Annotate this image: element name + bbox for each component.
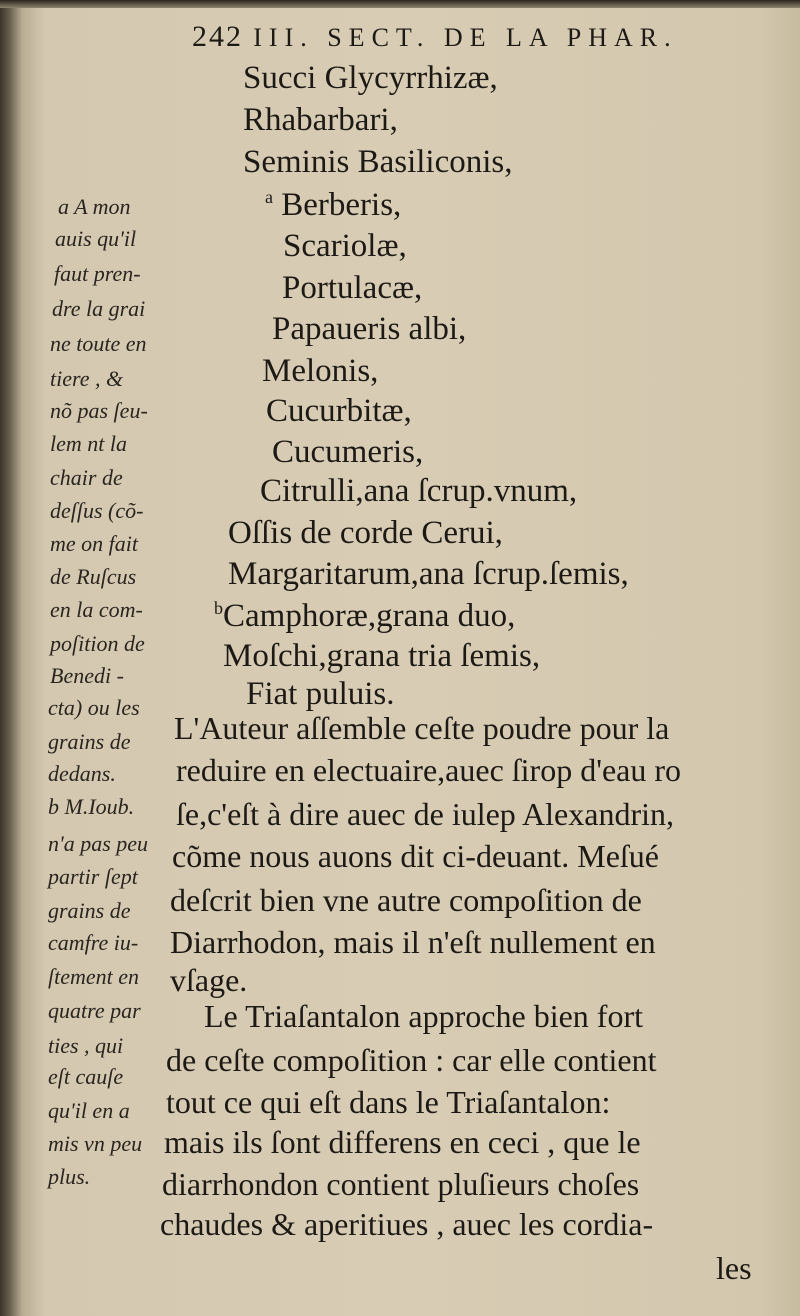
margin-note-line: partir ſept bbox=[48, 864, 138, 889]
page-top-edge bbox=[0, 0, 800, 8]
recipe-line: Cucurbitæ, bbox=[266, 393, 412, 429]
margin-note-line: ſtement en bbox=[48, 964, 140, 989]
margin-note-line: ne toute en bbox=[50, 331, 147, 356]
body-line: les bbox=[716, 1250, 752, 1286]
body-line: chaudes & aperitiues , auec les cordia- bbox=[160, 1206, 654, 1242]
margin-note-line: en la com- bbox=[50, 597, 143, 622]
body-line: ſe,c'eſt à dire auec de iulep Alexandrin, bbox=[176, 796, 674, 832]
margin-note-line: lem nt la bbox=[50, 431, 127, 456]
margin-note-line: nõ pas ſeu- bbox=[50, 398, 148, 423]
margin-note-line: b M.Ioub. bbox=[48, 794, 135, 819]
margin-note-line: grains de bbox=[48, 898, 131, 923]
margin-note-line: auis qu'il bbox=[55, 226, 137, 251]
footnote-mark-a: a bbox=[265, 187, 273, 207]
margin-note-line: mis vn peu bbox=[48, 1131, 143, 1156]
body-line: Le Triaſantalon approche bien fort bbox=[204, 998, 643, 1034]
margin-note-line: de Ruſcus bbox=[50, 564, 137, 589]
margin-note-line: poſition de bbox=[50, 631, 145, 656]
recipe-line: Seminis Basiliconis, bbox=[243, 144, 513, 180]
margin-note-line: camfre iu- bbox=[48, 930, 139, 955]
running-header bbox=[192, 18, 678, 55]
body-line: tout ce qui eſt dans le Triaſantalon: bbox=[166, 1084, 611, 1120]
margin-note-line: dedans. bbox=[48, 761, 116, 786]
margin-note-line: n'a pas peu bbox=[48, 831, 149, 856]
margin-note-line: qu'il en a bbox=[48, 1098, 130, 1123]
margin-note-line: quatre par bbox=[48, 998, 141, 1023]
recipe-line: Camphoræ,grana duo, bbox=[223, 598, 516, 634]
recipe-line: Oſſis de corde Cerui, bbox=[228, 515, 503, 551]
recipe-line: Berberis, bbox=[281, 187, 402, 223]
recipe-line: Succi Glycyrrhizæ, bbox=[243, 60, 498, 96]
footnote-mark-b: b bbox=[214, 598, 223, 618]
running-title: III. SECT. DE LA PHAR. bbox=[253, 23, 678, 52]
recipe-line: Portulacæ, bbox=[282, 270, 423, 306]
margin-note-line: a A mon bbox=[58, 194, 131, 219]
recipe-line: Cucumeris, bbox=[272, 434, 424, 470]
recipe-line: Moſchi,grana tria ſemis, bbox=[223, 638, 541, 674]
recipe-line: Margaritarum,ana ſcrup.ſemis, bbox=[228, 556, 629, 592]
margin-note-line: ties , qui bbox=[48, 1033, 124, 1058]
margin-note-line: tiere , & bbox=[50, 366, 124, 391]
recipe-line: Melonis, bbox=[262, 353, 379, 389]
recipe-line-with-mark bbox=[214, 599, 515, 633]
margin-note-line: cta) ou les bbox=[48, 695, 140, 720]
recipe-line: Papaueris albi, bbox=[272, 311, 467, 347]
body-line: vſage. bbox=[170, 962, 248, 998]
recipe-line-with-mark bbox=[265, 188, 401, 222]
body-line: mais ils ſont differens en ceci , que le bbox=[164, 1124, 641, 1160]
body-line: L'Auteur aſſemble ceſte poudre pour la bbox=[174, 710, 670, 746]
body-line: cõme nous auons dit ci-deuant. Meſué bbox=[172, 838, 659, 874]
body-line: diarrhondon contient pluſieurs choſes bbox=[162, 1166, 640, 1202]
body-line: reduire en electuaire,auec ſirop d'eau ro bbox=[176, 752, 682, 788]
margin-note-line: plus. bbox=[48, 1164, 91, 1189]
margin-note-line: me on fait bbox=[50, 531, 138, 556]
body-line: deſcrit bien vne autre compoſition de bbox=[170, 882, 642, 918]
margin-note-line: chair de bbox=[50, 465, 123, 490]
margin-note-line: faut pren- bbox=[54, 261, 141, 286]
body-line: de ceſte compoſition : car elle contient bbox=[166, 1042, 657, 1078]
recipe-line: Rhabarbari, bbox=[243, 102, 398, 138]
page-number: 242 bbox=[192, 20, 243, 53]
recipe-line: Fiat puluis. bbox=[246, 676, 395, 712]
body-line: Diarrhodon, mais il n'eſt nullement en bbox=[170, 924, 656, 960]
recipe-line: Citrulli,ana ſcrup.vnum, bbox=[260, 473, 578, 509]
recipe-line: Scariolæ, bbox=[283, 228, 407, 264]
margin-note-line: Benedi - bbox=[50, 663, 124, 688]
margin-note-line: grains de bbox=[48, 729, 131, 754]
margin-note-line: deſſus (cõ- bbox=[50, 498, 144, 523]
margin-note-line: dre la grai bbox=[52, 296, 146, 321]
margin-note-line: eſt cauſe bbox=[48, 1064, 124, 1089]
